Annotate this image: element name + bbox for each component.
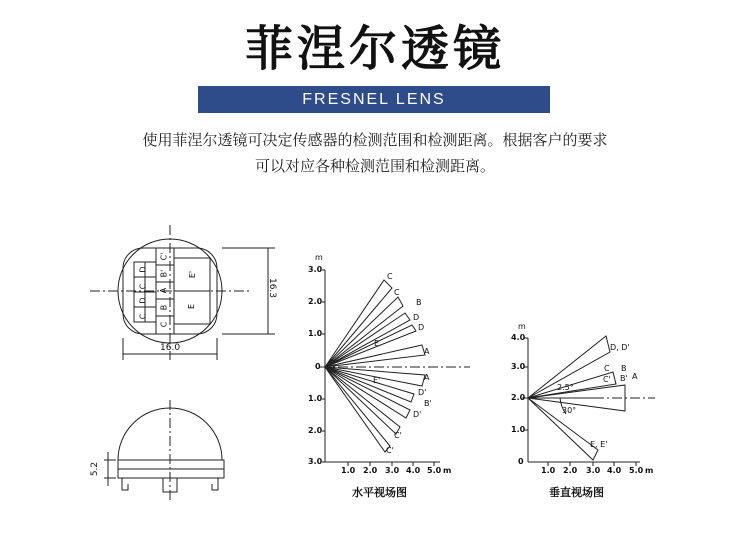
zone-label: D' [413,410,422,419]
y-tick: 2.0 [308,297,323,306]
y-tick: 4.0 [511,333,526,342]
zone-label: C' [603,375,611,384]
y-tick: 2.0 [308,426,323,435]
lens-cell-label: C [138,283,148,290]
lens-cell-label: E [187,303,197,310]
lens-cell-label: C [159,321,169,328]
subtitle-banner: FRESNEL LENS [198,86,550,113]
y-tick: 3.0 [308,457,323,466]
zone-label: C' [386,446,394,455]
vertical-y-unit: m [518,322,526,331]
y-tick: 0 [315,362,321,371]
zone-label: E' [373,376,381,385]
lens-width-label: 16.0 [160,343,181,353]
zone-label: B' [620,374,628,383]
zone-label: D' [418,388,427,397]
y-tick: 0 [518,457,524,466]
x-tick: 1.0 [341,466,356,475]
lens-cell-label: C [138,313,148,320]
y-tick: 3.0 [511,362,526,371]
x-unit: m [645,466,654,475]
zone-label: B [416,298,422,307]
description-line-1: 使用菲涅尔透镜可决定传感器的检测范围和检测距离。根据客户的要求 [142,131,608,149]
lens-cell-label: D [138,297,148,304]
vertical-view-chart [522,336,655,466]
zone-label: D [418,323,425,332]
x-tick: 2.0 [563,466,578,475]
x-tick: 1.0 [541,466,556,475]
page-title: 菲涅尔透镜 [244,21,505,77]
x-unit: m [443,466,452,475]
horizontal-view-caption: 水平视场图 [352,486,407,499]
x-tick: 5.0 [629,466,644,475]
description-line-2: 可以对应各种检测范围和检测距离。 [254,157,495,175]
zone-label: C [604,364,610,373]
lens-cell-label: C' [159,252,169,261]
zone-label: A [424,373,430,382]
zone-label: B [621,364,627,373]
lens-cell-label: B [159,304,169,311]
zone-label: E [374,339,380,348]
x-tick: 3.0 [586,466,601,475]
angle-label: 30° [562,406,577,415]
y-tick: 2.0 [511,393,526,402]
vertical-view-caption: 垂直视场图 [549,486,604,499]
x-tick: 2.0 [363,466,378,475]
lens-cell-label: E' [188,270,198,279]
zone-label: A [632,372,638,381]
zone-label: D [413,313,420,322]
angle-label: 2.5° [557,383,574,392]
y-tick: 3.0 [308,265,323,274]
x-tick: 5.0 [427,466,442,475]
lens-dome [118,408,222,460]
zone-label: A [424,347,430,356]
lens-cell-label: A [159,287,169,294]
y-tick: 1.0 [308,329,323,338]
lens-cell-label: D [138,266,148,273]
y-tick: 1.0 [511,425,526,434]
x-tick: 4.0 [406,466,421,475]
y-tick: 1.0 [308,394,323,403]
zone-label: D, D' [610,343,630,352]
dome-height-label: 5.2 [90,461,101,477]
zone-label: E, E' [590,440,608,449]
lens-height-label: 16.3 [267,277,278,299]
lens-cell-label: B' [159,269,169,278]
zone-label: C [387,272,393,281]
horizontal-y-unit: m [315,253,323,262]
zone-label: C' [394,431,402,440]
x-tick: 4.0 [607,466,622,475]
zone-label: B' [424,399,432,408]
zone-label: C [394,288,400,297]
x-tick: 3.0 [385,466,400,475]
